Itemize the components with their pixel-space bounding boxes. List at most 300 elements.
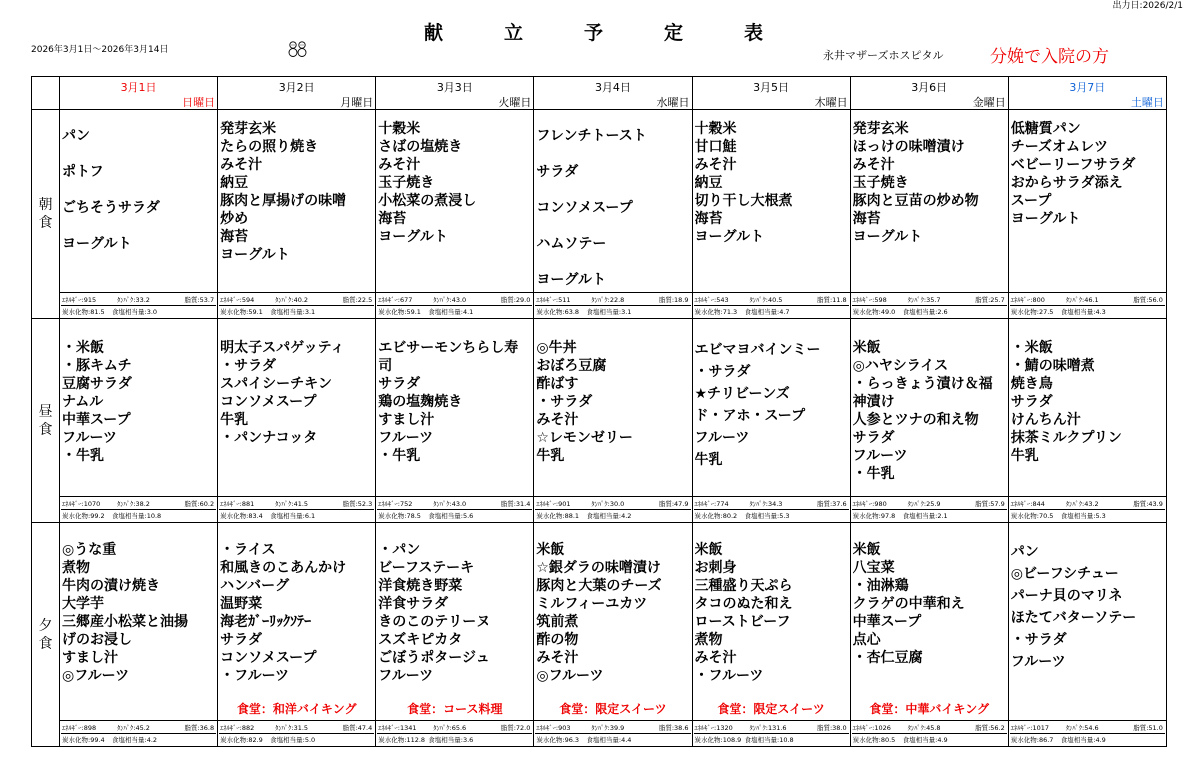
carb-value: 炭水化物:108.9 — [694, 736, 742, 744]
menu-item: 海苔 — [852, 211, 881, 227]
energy-value: ｴﾈﾙｷﾞｰ:898 — [62, 724, 97, 732]
title-char: 立 — [504, 22, 524, 44]
salt-value: 食塩相当量:4.3 — [1060, 308, 1106, 316]
fat-value: 脂質:36.8 — [184, 724, 215, 732]
hospital-name: 永井マザーズホスピタル — [823, 49, 944, 62]
menu-item: 神漬け — [852, 394, 895, 410]
menu-item: ・牛乳 — [62, 448, 104, 464]
menu-item: 煮物 — [62, 560, 90, 576]
dinner-cell — [60, 523, 218, 747]
menu-item: 海苔 — [220, 229, 249, 245]
menu-item: ☆レモンゼリー — [536, 430, 633, 446]
menu-item: 八宝菜 — [852, 560, 895, 576]
menu-item: ・フルーツ — [694, 668, 764, 684]
nutrition-info — [1009, 496, 1166, 522]
breakfast-cell — [1008, 110, 1166, 319]
menu-items — [376, 110, 533, 246]
protein-value: ﾀﾝﾊﾟｸ:54.6 — [1065, 724, 1099, 732]
menu-items — [851, 319, 1008, 483]
protein-value: ﾀﾝﾊﾟｸ:43.2 — [1065, 500, 1099, 508]
meal-label-text: 朝 食 — [38, 197, 53, 231]
nutrition-info — [376, 292, 533, 318]
menu-item: 抹茶ミルクプリン — [1010, 430, 1122, 446]
fat-value: 脂質:47.4 — [342, 724, 373, 732]
menu-item: ・サラダ — [536, 394, 593, 410]
menu-item: 和風きのこあんかけ — [220, 560, 347, 576]
fat-value: 脂質:43.9 — [1133, 500, 1163, 508]
fat-value: 脂質:31.4 — [500, 500, 531, 508]
menu-items — [218, 523, 375, 685]
menu-period: 2026年3月1日～2026年3月14日 — [31, 45, 169, 55]
energy-value: ｴﾈﾙｷﾞｰ:1070 — [62, 500, 101, 508]
menu-item: 低糖質パン — [1010, 121, 1081, 137]
energy-value: ｴﾈﾙｷﾞｰ:980 — [852, 500, 887, 508]
menu-item: フルーツ — [1010, 654, 1066, 670]
day-header-row — [32, 77, 1167, 110]
protein-value: ﾀﾝﾊﾟｸ:43.0 — [433, 500, 467, 508]
output-date: 出力日:2026/2/1 — [1112, 1, 1183, 11]
menu-item: スープ — [1010, 193, 1052, 209]
menu-item: おぼろ豆腐 — [536, 358, 607, 374]
menu-item: フルーツ — [378, 430, 434, 446]
energy-value: ｴﾈﾙｷﾞｰ:1320 — [694, 724, 733, 732]
menu-item: みそ汁 — [536, 650, 579, 666]
menu-items — [851, 110, 1008, 246]
day-header — [692, 77, 850, 110]
fat-value: 脂質:38.0 — [816, 724, 847, 732]
menu-item: ほたてバターソテー — [1010, 610, 1137, 626]
menu-items — [60, 110, 217, 262]
carb-value: 炭水化物:88.1 — [536, 512, 580, 520]
protein-value: ﾀﾝﾊﾟｸ:33.2 — [117, 296, 150, 304]
salt-value: 食塩相当量:10.8 — [744, 736, 794, 744]
menu-item: サラダ — [378, 376, 421, 392]
energy-value: ｴﾈﾙｷﾞｰ:594 — [220, 296, 255, 304]
day-header — [218, 77, 376, 110]
dining-hall-event: 食堂：コース料理 — [407, 702, 503, 716]
menu-item: すまし汁 — [378, 412, 435, 428]
menu-item: ・らっきょう漬け＆福 — [852, 376, 993, 392]
menu-item: 洋食サラダ — [378, 596, 449, 612]
nutrition-info — [534, 720, 691, 746]
menu-item: ・パンナコッタ — [220, 430, 318, 446]
day-date: 3月1日 — [120, 81, 157, 94]
dinner-cell — [376, 523, 534, 747]
title-char: 定 — [664, 22, 684, 44]
energy-value: ｴﾈﾙｷﾞｰ:1341 — [378, 724, 417, 732]
menu-items — [1009, 319, 1166, 465]
menu-items — [1009, 523, 1166, 673]
menu-item: 切り干し大根煮 — [694, 193, 793, 209]
protein-value: ﾀﾝﾊﾟｸ:40.5 — [749, 296, 783, 304]
breakfast-cell — [218, 110, 376, 319]
salt-value: 食塩相当量:4.9 — [902, 736, 948, 744]
lunch-cell — [218, 319, 376, 523]
carb-value: 炭水化物:99.2 — [62, 512, 105, 520]
protein-value: ﾀﾝﾊﾟｸ:39.9 — [591, 724, 625, 732]
fat-value: 脂質:25.7 — [975, 296, 1005, 304]
lunch-cell — [1008, 319, 1166, 523]
dinner-cell — [1008, 523, 1166, 747]
day-of-week: 日曜日 — [182, 96, 216, 109]
menu-item: 牛乳 — [536, 448, 565, 464]
day-header — [376, 77, 534, 110]
menu-item: ★チリビーンズ — [694, 386, 790, 402]
menu-items — [60, 523, 217, 685]
menu-item: ・油淋鶏 — [852, 578, 909, 594]
menu-item: みそ汁 — [694, 157, 737, 173]
carb-value: 炭水化物:96.3 — [536, 736, 580, 744]
menu-item: サラダ — [536, 164, 579, 180]
nutrition-info — [218, 292, 375, 318]
menu-item: ☆銀ダラの味噌漬け — [536, 560, 661, 576]
carb-value: 炭水化物:27.5 — [1010, 308, 1054, 316]
menu-item: フレンチトースト — [536, 128, 647, 144]
menu-items — [534, 110, 691, 298]
menu-item: ド・アホ・スープ — [694, 408, 806, 424]
menu-item: 三郷産小松菜と油揚 — [62, 614, 188, 630]
carb-value: 炭水化物:83.4 — [220, 512, 263, 520]
menu-item: ◎フルーツ — [536, 668, 604, 684]
menu-item: 発芽玄米 — [220, 121, 277, 137]
menu-item: きのこのテリーヌ — [378, 614, 491, 630]
menu-item: タコのぬた和え — [694, 596, 793, 612]
day-header — [60, 77, 218, 110]
breakfast-cell — [60, 110, 218, 319]
title-char: 予 — [584, 22, 604, 44]
protein-value: ﾀﾝﾊﾟｸ:22.8 — [591, 296, 625, 304]
carb-value: 炭水化物:59.1 — [378, 308, 421, 316]
menu-item: 豚肉と大葉のチーズ — [536, 578, 662, 594]
menu-item: 十穀米 — [694, 121, 737, 137]
salt-value: 食塩相当量:6.1 — [270, 512, 316, 520]
protein-value: ﾀﾝﾊﾟｸ:45.8 — [907, 724, 941, 732]
salt-value: 食塩相当量:2.6 — [902, 308, 948, 316]
salt-value: 食塩相当量:4.9 — [1060, 736, 1106, 744]
menu-item: ビーフステーキ — [378, 560, 475, 576]
salt-value: 食塩相当量:4.2 — [586, 512, 632, 520]
lunch-cell — [534, 319, 692, 523]
fat-value: 脂質:47.9 — [658, 500, 689, 508]
dinner-row — [32, 523, 1167, 747]
dining-hall-event: 食堂：限定スイーツ — [717, 702, 825, 716]
day-header — [1008, 77, 1166, 110]
fat-value: 脂質:18.9 — [658, 296, 689, 304]
menu-items — [218, 110, 375, 264]
menu-item: ヨーグルト — [378, 229, 448, 245]
energy-value: ｴﾈﾙｷﾞｰ:915 — [62, 296, 97, 304]
menu-item: 米飯 — [536, 542, 565, 558]
menu-item: ポトフ — [62, 164, 104, 180]
menu-item: ・豚キムチ — [62, 358, 132, 374]
carb-value: 炭水化物:63.8 — [536, 308, 580, 316]
salt-value: 食塩相当量:5.0 — [270, 736, 316, 744]
menu-item: フルーツ — [852, 448, 908, 464]
menu-item: ヨーグルト — [852, 229, 923, 245]
menu-item: チーズオムレツ — [1010, 139, 1109, 155]
salt-value: 食塩相当量:4.4 — [586, 736, 632, 744]
menu-item: ほっけの味噌漬け — [852, 139, 965, 155]
menu-item: お刺身 — [694, 560, 737, 576]
menu-item: フルーツ — [694, 430, 750, 446]
menu-item: 酢の物 — [536, 632, 579, 648]
nutrition-info — [60, 292, 217, 318]
menu-item: ・フルーツ — [220, 668, 290, 684]
protein-value: ﾀﾝﾊﾟｸ:40.2 — [275, 296, 309, 304]
menu-item: フルーツ — [62, 430, 117, 446]
menu-item: 司 — [378, 358, 393, 374]
menu-item: ・サラダ — [220, 358, 276, 374]
lunch-cell — [376, 319, 534, 523]
day-header — [850, 77, 1008, 110]
day-of-week: 土曜日 — [1130, 96, 1164, 109]
menu-items — [534, 523, 691, 685]
audience-label: 分娩で入院の方 — [990, 47, 1109, 67]
dinner-cell — [850, 523, 1008, 747]
nutrition-info — [534, 292, 691, 318]
menu-item: ・牛乳 — [378, 448, 421, 464]
menu-item: ハンバーグ — [220, 578, 290, 594]
breakfast-cell — [376, 110, 534, 319]
menu-item: ・鯖の味噌煮 — [1010, 358, 1095, 374]
menu-item: ◎フルーツ — [62, 668, 130, 684]
menu-item: 豆腐サラダ — [62, 376, 132, 392]
menu-item: 明太子スパゲッティ — [220, 340, 345, 356]
fat-value: 脂質:22.5 — [342, 296, 373, 304]
menu-item: ◎牛丼 — [536, 340, 577, 356]
menu-item: ヨーグルト — [62, 236, 132, 252]
menu-item: ヨーグルト — [1010, 211, 1081, 227]
fat-value: 脂質:51.0 — [1133, 724, 1163, 732]
menu-item: けんちん汁 — [1010, 412, 1081, 428]
day-date: 3月4日 — [594, 81, 631, 94]
menu-item: 米飯 — [852, 340, 881, 356]
menu-item: ・ライス — [220, 542, 276, 558]
menu-table — [31, 76, 1167, 747]
menu-item: 海老ｶﾞｰﾘｯｸｿﾃｰ — [220, 614, 312, 630]
dining-hall-event: 食堂：和洋バイキング — [236, 702, 357, 716]
salt-value: 食塩相当量:4.7 — [744, 308, 790, 316]
menu-item: ベビーリーフサラダ — [1010, 157, 1136, 173]
menu-item: ローストビーフ — [694, 614, 791, 630]
menu-item: コンソメスープ — [220, 650, 317, 666]
salt-value: 食塩相当量:5.6 — [428, 512, 474, 520]
energy-value: ｴﾈﾙｷﾞｰ:881 — [220, 500, 255, 508]
lunch-cell — [692, 319, 850, 523]
menu-items — [376, 319, 533, 465]
menu-item: 米飯 — [852, 542, 881, 558]
menu-item: パーナ貝のマリネ — [1010, 588, 1123, 604]
menu-item: 納豆 — [694, 175, 723, 191]
energy-value: ｴﾈﾙｷﾞｰ:598 — [852, 296, 887, 304]
menu-item: 牛肉の漬け焼き — [62, 578, 160, 594]
day-of-week: 火曜日 — [498, 96, 532, 109]
menu-item: ミルフィーユカツ — [536, 596, 648, 612]
menu-items — [693, 319, 850, 471]
menu-item: ヨーグルト — [536, 272, 606, 288]
salt-value: 食塩相当量:5.3 — [744, 512, 790, 520]
energy-value: ｴﾈﾙｷﾞｰ:511 — [536, 296, 571, 304]
menu-item: 大学芋 — [62, 596, 104, 612]
energy-value: ｴﾈﾙｷﾞｰ:901 — [536, 500, 571, 508]
fat-value: 脂質:52.3 — [342, 500, 373, 508]
nutrition-info — [693, 496, 850, 522]
dinner-cell — [534, 523, 692, 747]
menu-item: ・米飯 — [62, 340, 104, 356]
dining-hall-event: 食堂：限定スイーツ — [559, 702, 667, 716]
lunch-cell — [850, 319, 1008, 523]
menu-item: コンソメスープ — [220, 394, 317, 410]
menu-item: みそ汁 — [694, 650, 737, 666]
protein-value: ﾀﾝﾊﾟｸ:41.5 — [275, 500, 309, 508]
menu-item: 米飯 — [694, 542, 723, 558]
corner-cell — [32, 77, 60, 110]
menu-item: フルーツ — [378, 668, 434, 684]
menu-item: ヨーグルト — [694, 229, 765, 245]
menu-item: 小松菜の煮浸し — [378, 193, 477, 209]
menu-items — [534, 319, 691, 465]
nutrition-info — [376, 496, 533, 522]
nutrition-info — [851, 720, 1008, 746]
menu-item: 筑前煮 — [536, 614, 579, 630]
menu-item: ・パン — [378, 542, 421, 558]
carb-value: 炭水化物:97.8 — [852, 512, 896, 520]
energy-value: ｴﾈﾙｷﾞｰ:844 — [1010, 500, 1045, 508]
menu-item: 発芽玄米 — [852, 121, 909, 137]
protein-value: ﾀﾝﾊﾟｸ:65.6 — [433, 724, 467, 732]
menu-item: 中華スープ — [62, 412, 131, 428]
dinner-cell — [692, 523, 850, 747]
menu-item: ・牛乳 — [852, 466, 895, 482]
breakfast-row — [32, 110, 1167, 319]
day-of-week: 水曜日 — [656, 96, 690, 109]
menu-item: ・杏仁豆腐 — [852, 650, 923, 666]
menu-item: 牛乳 — [694, 452, 723, 468]
salt-value: 食塩相当量:3.6 — [428, 736, 474, 744]
menu-item: パン — [1010, 544, 1039, 560]
menu-item: 点心 — [852, 632, 881, 648]
menu-item: すまし汁 — [62, 650, 118, 666]
meal-label-dinner — [32, 523, 60, 747]
nutrition-info — [218, 496, 375, 522]
lunch-row — [32, 319, 1167, 523]
meal-label-text: 夕 食 — [38, 617, 53, 652]
salt-value: 食塩相当量:3.1 — [270, 308, 316, 316]
carb-value: 炭水化物:80.2 — [694, 512, 738, 520]
energy-value: ｴﾈﾙｷﾞｰ:800 — [1010, 296, 1045, 304]
menu-item: たらの照り焼き — [220, 139, 319, 155]
fat-value: 脂質:37.6 — [816, 500, 847, 508]
day-date: 3月7日 — [1069, 81, 1106, 94]
energy-value: ｴﾈﾙｷﾞｰ:543 — [694, 296, 729, 304]
salt-value: 食塩相当量:3.0 — [112, 308, 158, 316]
menu-item: 玉子焼き — [852, 175, 909, 191]
menu-item: みそ汁 — [536, 412, 579, 428]
energy-value: ｴﾈﾙｷﾞｰ:882 — [220, 724, 255, 732]
menu-item: 洋食焼き野菜 — [378, 578, 463, 594]
menu-item: さばの塩焼き — [378, 139, 463, 155]
day-of-week: 月曜日 — [340, 96, 374, 109]
menu-item: 炒め — [220, 211, 249, 227]
menu-item: 牛乳 — [220, 412, 249, 428]
menu-item: 豚肉と豆苗の炒め物 — [852, 193, 979, 209]
menu-item: クラゲの中華和え — [852, 596, 965, 612]
energy-value: ｴﾈﾙｷﾞｰ:1017 — [1010, 724, 1049, 732]
menu-item: みそ汁 — [378, 157, 421, 173]
menu-items — [851, 523, 1008, 667]
carb-value: 炭水化物:82.9 — [220, 736, 263, 744]
menu-item: ◎ハヤシライス — [852, 358, 949, 374]
carb-value: 炭水化物:86.7 — [1010, 736, 1054, 744]
menu-item: ・米飯 — [1010, 340, 1053, 356]
menu-item: 海苔 — [694, 211, 723, 227]
protein-value: ﾀﾝﾊﾟｸ:131.6 — [749, 724, 787, 732]
fat-value: 脂質:60.2 — [184, 500, 215, 508]
protein-value: ﾀﾝﾊﾟｸ:46.1 — [1065, 296, 1099, 304]
nutrition-info — [60, 496, 217, 522]
menu-item: おからサラダ添え — [1010, 175, 1123, 191]
menu-item: 三種盛り天ぷら — [694, 578, 793, 594]
nutrition-info — [693, 720, 850, 746]
menu-items — [218, 319, 375, 447]
carb-value: 炭水化物:78.5 — [378, 512, 421, 520]
fat-value: 脂質:56.2 — [975, 724, 1005, 732]
menu-item: ナムル — [62, 394, 104, 410]
menu-item: 納豆 — [220, 175, 249, 191]
protein-value: ﾀﾝﾊﾟｸ:35.7 — [907, 296, 941, 304]
protein-value: ﾀﾝﾊﾟｸ:31.5 — [275, 724, 309, 732]
menu-item: ◎うな重 — [62, 542, 117, 558]
salt-value: 食塩相当量:4.1 — [428, 308, 474, 316]
menu-item: 温野菜 — [220, 596, 263, 612]
title-char: 献 — [424, 22, 444, 44]
energy-value: ｴﾈﾙｷﾞｰ:677 — [378, 296, 413, 304]
day-header — [534, 77, 692, 110]
day-date: 3月3日 — [436, 81, 473, 94]
menu-item: 甘口鮭 — [694, 139, 737, 155]
day-of-week: 木曜日 — [814, 96, 848, 109]
breakfast-cell — [850, 110, 1008, 319]
menu-item: みそ汁 — [220, 157, 263, 173]
menu-item: エビサーモンちらし寿 — [378, 340, 519, 356]
nutrition-info — [376, 720, 533, 746]
fat-value: 脂質:56.0 — [1133, 296, 1163, 304]
menu-item: エビマヨバインミー — [694, 342, 821, 358]
carb-value: 炭水化物:71.3 — [694, 308, 738, 316]
menu-item: ◎ビーフシチュー — [1010, 566, 1119, 582]
salt-value: 食塩相当量:3.1 — [586, 308, 632, 316]
page-title — [424, 18, 824, 45]
menu-items — [60, 319, 217, 465]
dinner-cell — [218, 523, 376, 747]
menu-items — [693, 110, 850, 246]
menu-item: ハムソテー — [536, 236, 607, 252]
fat-value: 脂質:72.0 — [500, 724, 531, 732]
menu-item: 人参とツナの和え物 — [852, 412, 979, 428]
menu-item: 玉子焼き — [378, 175, 435, 191]
menu-item: サラダ — [220, 632, 262, 648]
fat-value: 脂質:29.0 — [500, 296, 531, 304]
menu-item: ごちそうサラダ — [62, 200, 160, 216]
carb-value: 炭水化物:112.8 — [378, 736, 426, 744]
menu-item: 豚肉と厚揚げの味噌 — [220, 193, 347, 209]
menu-item: 十穀米 — [378, 121, 421, 137]
protein-value: ﾀﾝﾊﾟｸ:25.9 — [907, 500, 941, 508]
protein-value: ﾀﾝﾊﾟｸ:45.2 — [117, 724, 150, 732]
breakfast-cell — [534, 110, 692, 319]
dining-hall-event: 食堂：中華バイキング — [869, 702, 990, 716]
carb-value: 炭水化物:99.4 — [62, 736, 105, 744]
